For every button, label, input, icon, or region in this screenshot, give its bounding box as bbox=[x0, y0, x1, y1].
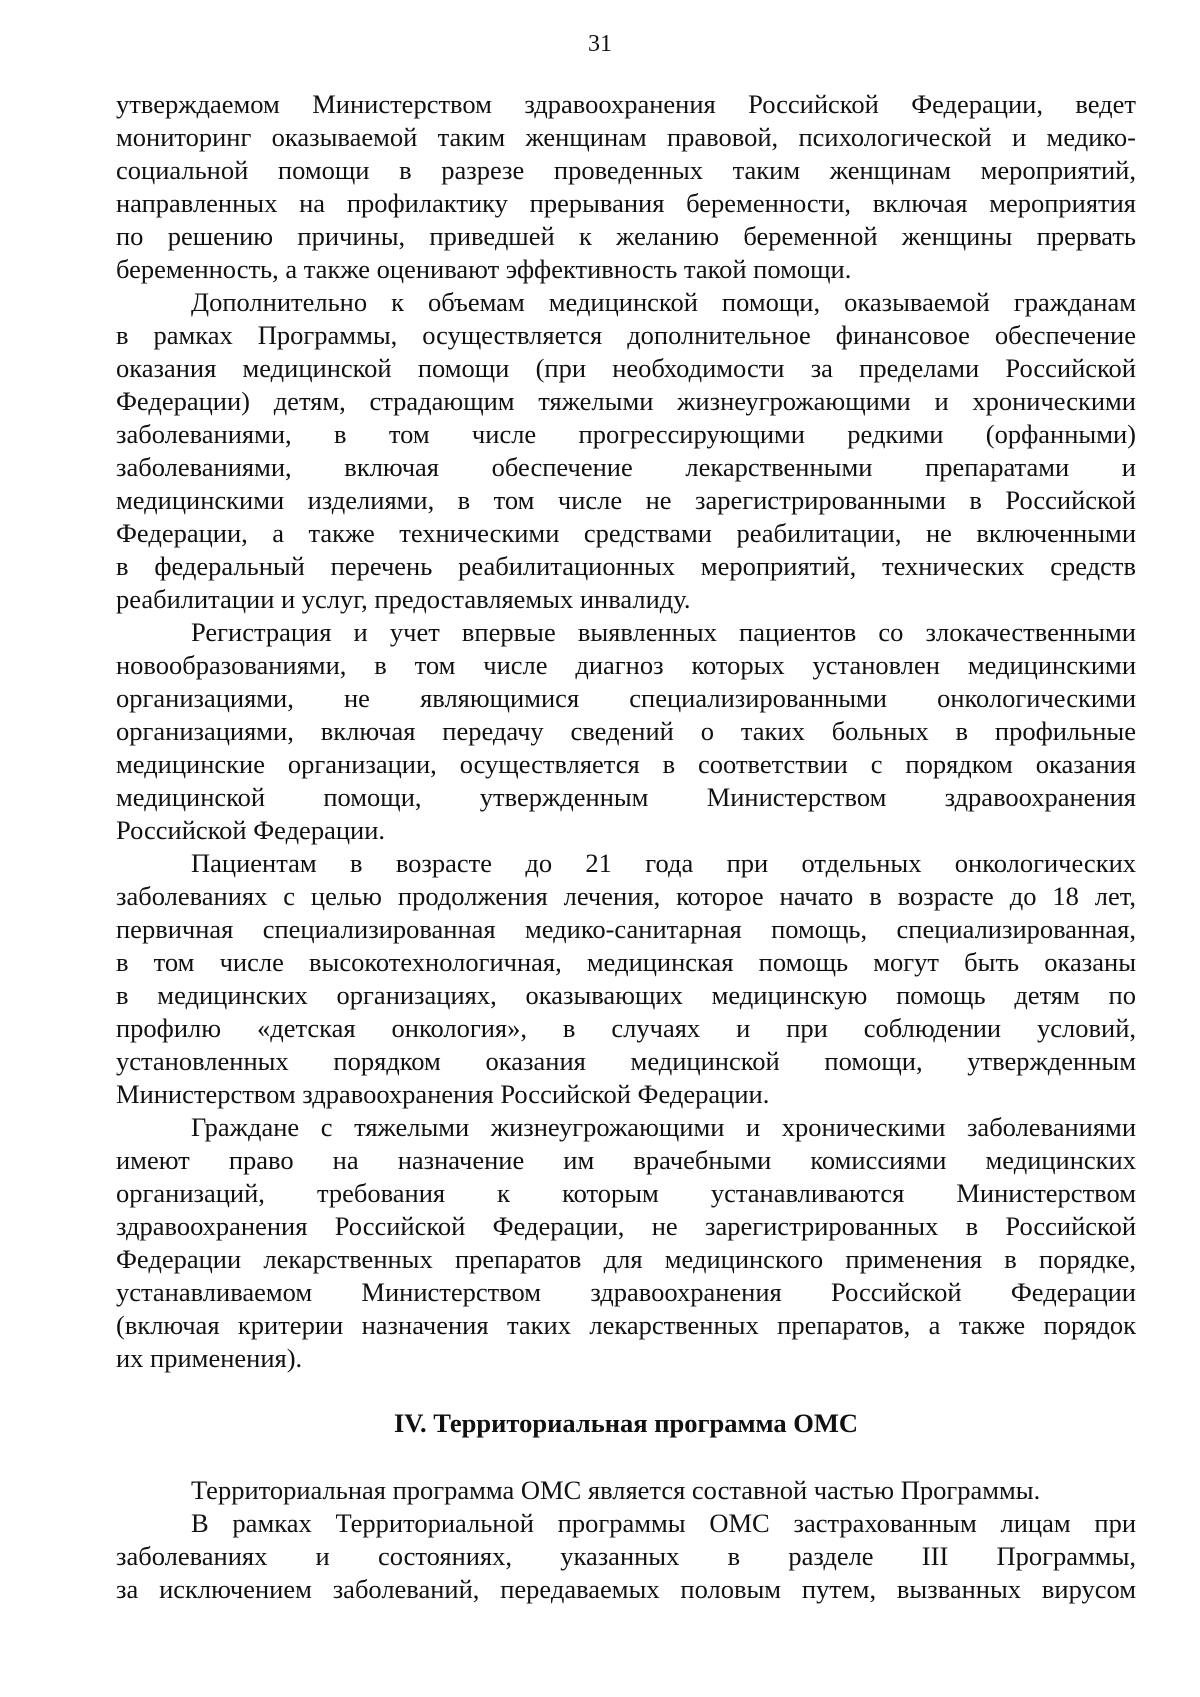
text-line: Территориальная программа ОМС является составной частью Программы. bbox=[191, 1475, 1041, 1505]
paragraph bbox=[116, 286, 1136, 616]
text-line: профилю «детская онкология», в случаях и при соблюдении условий, bbox=[116, 1013, 1136, 1043]
text-line: в медицинских организациях, оказывающих медицинскую помощь детям по bbox=[116, 980, 1136, 1010]
text-line: по решению причины, приведшей к желанию беременной женщины прервать bbox=[116, 221, 1136, 251]
paragraph bbox=[116, 616, 1136, 847]
paragraph bbox=[116, 847, 1136, 1111]
section-heading: IV. Территориальная программа ОМС bbox=[393, 1408, 859, 1438]
paragraph bbox=[116, 88, 1136, 286]
text-line: медицинской помощи, утвержденным Министерством здравоохранения bbox=[116, 782, 1136, 812]
text-line: за исключением заболеваний, передаваемых половым путем, вызванных вирусом bbox=[116, 1574, 1136, 1604]
text-line: их применения). bbox=[116, 1343, 303, 1373]
text-line: Российской Федерации. bbox=[116, 815, 385, 845]
text-line: Министерством здравоохранения Российской Федерации. bbox=[116, 1079, 770, 1109]
text-line: реабилитации и услуг, предоставляемых инвалиду. bbox=[116, 584, 691, 614]
paragraphs-before-heading bbox=[116, 88, 1136, 1375]
text-line: заболеваниями, включая обеспечение лекарственными препаратами и bbox=[116, 452, 1136, 482]
page-number: 31 bbox=[588, 31, 612, 57]
text-line: заболеваниях с целью продолжения лечения, которое начато в возрасте до 18 лет, bbox=[116, 881, 1136, 911]
text-line: (включая критерии назначения таких лекарственных препаратов, а также порядок bbox=[116, 1310, 1136, 1340]
text-line: медицинские организации, осуществляется в соответствии с порядком оказания bbox=[116, 749, 1136, 779]
text-line: в рамках Программы, осуществляется дополнительное финансовое обеспечение bbox=[116, 320, 1136, 350]
text-line: устанавливаемом Министерством здравоохранения Российской Федерации bbox=[116, 1277, 1136, 1307]
text-line: в том числе высокотехнологичная, медицинская помощь могут быть оказаны bbox=[116, 947, 1136, 977]
text-line: заболеваниями, в том числе прогрессирующими редкими (орфанными) bbox=[116, 419, 1136, 449]
text-line: Федерации, а также техническими средствами реабилитации, не включенными bbox=[116, 518, 1136, 548]
document-body bbox=[116, 88, 1136, 1606]
text-line: организаций, требования к которым устанавливаются Министерством bbox=[116, 1178, 1136, 1208]
paragraph bbox=[116, 1507, 1136, 1606]
text-line: В рамках Территориальной программы ОМС застрахованным лицам при bbox=[191, 1508, 1136, 1538]
text-line: мониторинг оказываемой таким женщинам правовой, психологической и медико- bbox=[116, 122, 1136, 152]
text-line: установленных порядком оказания медицинской помощи, утвержденным bbox=[116, 1046, 1136, 1076]
text-line: первичная специализированная медико-санитарная помощь, специализированная, bbox=[116, 914, 1136, 944]
text-line: Дополнительно к объемам медицинской помощи, оказываемой гражданам bbox=[191, 287, 1136, 317]
text-line: социальной помощи в разрезе проведенных таким женщинам мероприятий, bbox=[116, 155, 1136, 185]
text-line: Федерации лекарственных препаратов для медицинского применения в порядке, bbox=[116, 1244, 1136, 1274]
text-line: направленных на профилактику прерывания беременности, включая мероприятия bbox=[116, 188, 1136, 218]
text-line: утверждаемом Министерством здравоохранения Российской Федерации, ведет bbox=[116, 89, 1136, 119]
text-line: организациями, включая передачу сведений о таких больных в профильные bbox=[116, 716, 1136, 746]
text-line: оказания медицинской помощи (при необходимости за пределами Российской bbox=[116, 353, 1136, 383]
text-line: заболеваниях и состояниях, указанных в разделе III Программы, bbox=[116, 1541, 1136, 1571]
text-line: имеют право на назначение им врачебными комиссиями медицинских bbox=[116, 1145, 1136, 1175]
text-line: в федеральный перечень реабилитационных мероприятий, технических средств bbox=[116, 551, 1136, 581]
text-line: беременность, а также оценивают эффективность такой помощи. bbox=[116, 254, 852, 284]
paragraph bbox=[116, 1474, 1136, 1507]
text-line: Регистрация и учет впервые выявленных пациентов со злокачественными bbox=[191, 617, 1136, 647]
text-line: Федерации) детям, страдающим тяжелыми жизнеугрожающими и хроническими bbox=[116, 386, 1136, 416]
text-line: медицинскими изделиями, в том числе не зарегистрированными в Российской bbox=[116, 485, 1136, 515]
text-line: здравоохранения Российской Федерации, не зарегистрированных в Российской bbox=[116, 1211, 1136, 1241]
text-line: Граждане с тяжелыми жизнеугрожающими и хроническими заболеваниями bbox=[191, 1112, 1136, 1142]
text-line: организациями, не являющимися специализированными онкологическими bbox=[116, 683, 1136, 713]
paragraph bbox=[116, 1111, 1136, 1375]
paragraphs-after-heading bbox=[116, 1474, 1136, 1606]
text-line: Пациентам в возрасте до 21 года при отдельных онкологических bbox=[191, 848, 1136, 878]
text-line: новообразованиями, в том числе диагноз которых установлен медицинскими bbox=[116, 650, 1136, 680]
